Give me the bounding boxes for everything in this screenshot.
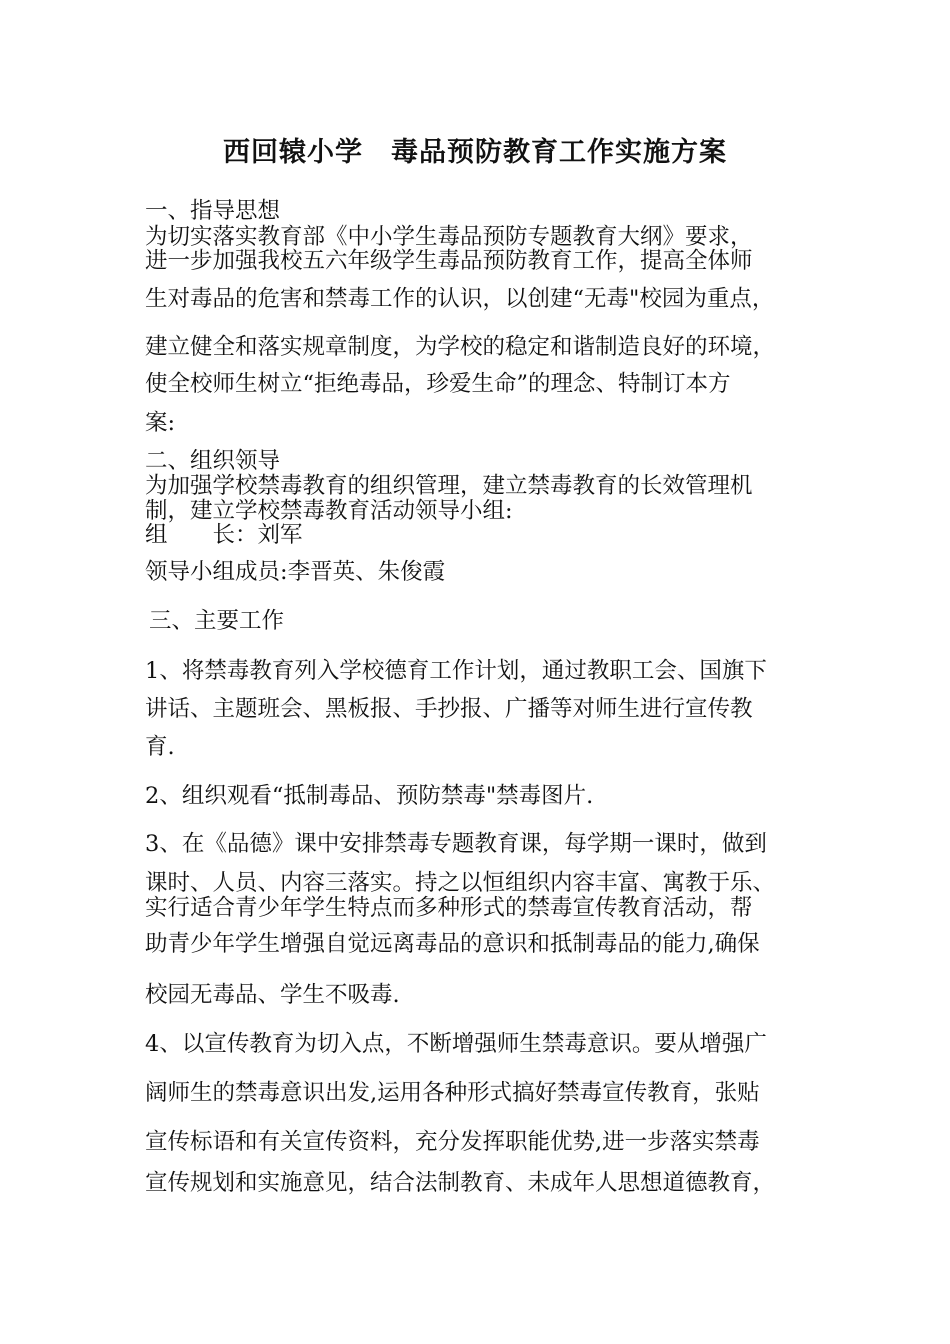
paragraph-line: 校园无毒品、学生不吸毒. <box>145 982 400 1008</box>
paragraph-line: 3、在《品德》课中安排禁毒专题教育课，每学期一课时，做到 <box>145 831 767 857</box>
paragraph-line: 讲话、主题班会、黑板报、手抄报、广播等对师生进行宣传教 <box>145 696 753 722</box>
paragraph-line: 为切实落实教育部《中小学生毒品预防专题教育大纲》要求， <box>145 224 753 250</box>
paragraph-line: 使全校师生树立“拒绝毒品，珍爱生命”的理念、特制订本方 <box>145 371 731 397</box>
paragraph-line: 宣传标语和有关宣传资料，充分发挥职能优势,进一步落实禁毒 <box>145 1129 760 1155</box>
paragraph-line: 育. <box>145 734 175 760</box>
section-heading-guiding: 一、指导思想 <box>145 198 281 224</box>
paragraph-line: 宣传规划和实施意见，结合法制教育、未成年人思想道德教育， <box>145 1170 776 1196</box>
team-leader-line: 组 长：刘军 <box>145 522 303 548</box>
paragraph-line: 案: <box>145 410 176 436</box>
paragraph-line: 1、将禁毒教育列入学校德育工作计划，通过教职工会、国旗下 <box>145 658 767 684</box>
paragraph-line: 为加强学校禁毒教育的组织管理，建立禁毒教育的长效管理机 <box>145 473 753 499</box>
paragraph-line: 4、以宣传教育为切入点，不断增强师生禁毒意识。要从增强广 <box>145 1031 767 1057</box>
paragraph-line: 进一步加强我校五六年级学生毒品预防教育工作，提高全体师 <box>145 248 753 274</box>
section-heading-main-work: 三、主要工作 <box>149 608 285 634</box>
paragraph-line: 建立健全和落实规章制度，为学校的稳定和谐制造良好的环境， <box>145 334 776 360</box>
section-heading-organization: 二、组织领导 <box>145 448 281 474</box>
team-members-line: 领导小组成员:李晋英、朱俊霞 <box>145 559 446 585</box>
paragraph-line: 实行适合青少年学生特点而多种形式的禁毒宣传教育活动，帮 <box>145 895 753 921</box>
paragraph-line: 阔师生的禁毒意识出发,运用各种形式搞好禁毒宣传教育，张贴 <box>145 1080 760 1106</box>
paragraph-line: 生对毒品的危害和禁毒工作的认识，以创建“无毒"校园为重点， <box>145 286 775 312</box>
document-title: 西回辕小学 毒品预防教育工作实施方案 <box>223 137 727 168</box>
paragraph-line: 2、组织观看“抵制毒品、预防禁毒"禁毒图片. <box>145 783 594 809</box>
paragraph-line: 助青少年学生增强自觉远离毒品的意识和抵制毒品的能力,确保 <box>145 931 760 957</box>
paragraph-line: 制，建立学校禁毒教育活动领导小组: <box>145 498 513 524</box>
paragraph-line: 课时、人员、内容三落实。持之以恒组织内容丰富、寓教于乐、 <box>145 870 776 896</box>
